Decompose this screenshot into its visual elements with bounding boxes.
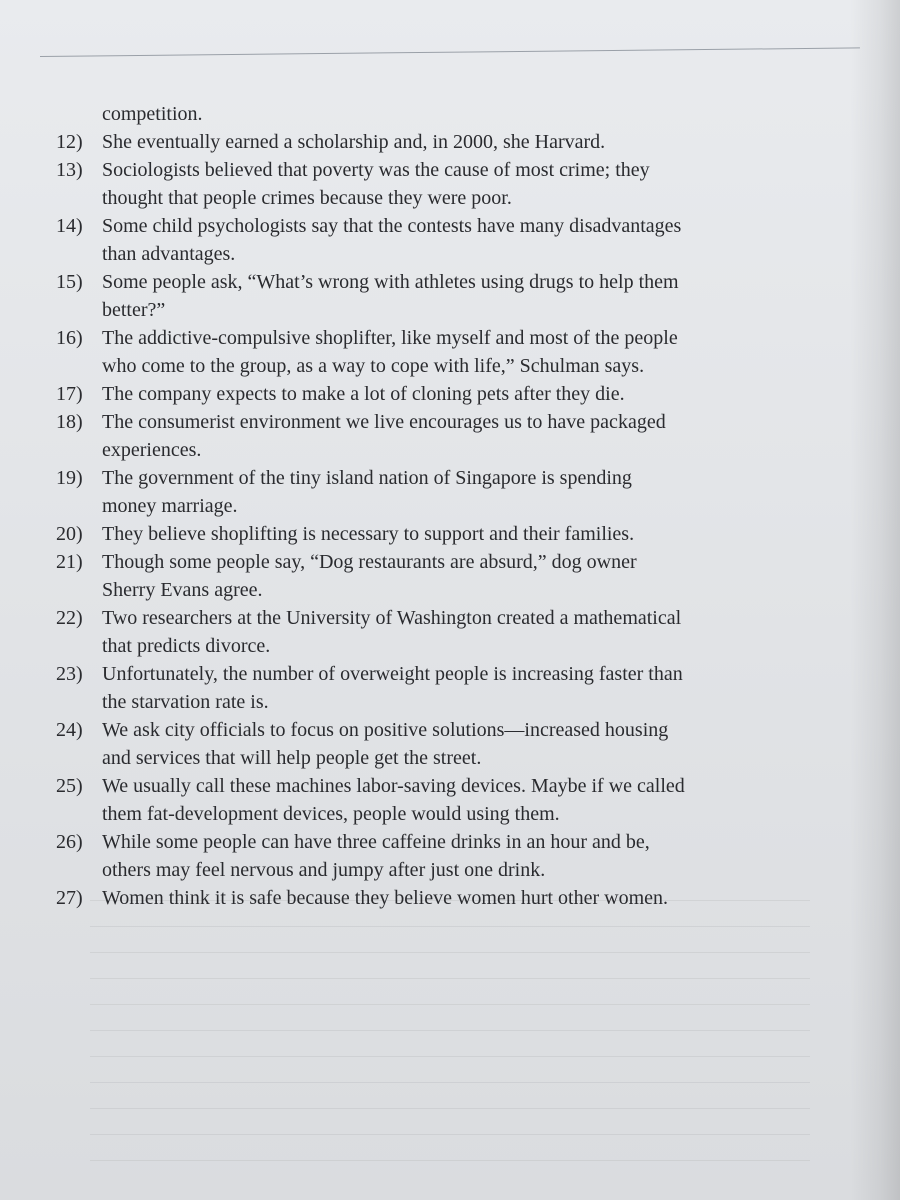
item-text-line: We usually call these machines labor-saving devices. Maybe if we called: [102, 775, 685, 797]
item-number: 25): [56, 775, 83, 797]
list-item: [56, 772, 816, 828]
item-text-line: The addictive-compulsive shoplifter, like myself and most of the people: [102, 327, 678, 349]
item-number: 19): [56, 467, 83, 489]
item-number: 27): [56, 887, 83, 909]
item-text-line: them fat-development devices, people would using them.: [102, 803, 560, 825]
item-text-line: Sociologists believed that poverty was the cause of most crime; they: [102, 159, 650, 181]
item-text-line: Two researchers at the University of Washington created a mathematical: [102, 607, 682, 629]
item-text-line: better?”: [102, 299, 166, 321]
item-text-line: that predicts divorce.: [102, 635, 271, 657]
item-text-line: thought that people crimes because they were poor.: [102, 187, 512, 209]
exercise-list: [56, 100, 816, 912]
item-text-line: She eventually earned a scholarship and, in 2000, she Harvard.: [102, 131, 606, 153]
list-item: [56, 660, 816, 716]
item-number: 15): [56, 271, 83, 293]
list-item: [56, 464, 816, 520]
item-text-line: Women think it is safe because they believe women hurt other women.: [102, 887, 669, 909]
item-text-line: Some people ask, “What’s wrong with athletes using drugs to help them: [102, 271, 679, 293]
item-text-line: They believe shoplifting is necessary to support and their families.: [102, 523, 635, 545]
item-number: 24): [56, 719, 83, 741]
item-number: 12): [56, 131, 83, 153]
show-through-text: [90, 900, 810, 1180]
item-text-line: The company expects to make a lot of cloning pets after they die.: [102, 383, 625, 405]
item-number: 22): [56, 607, 83, 629]
list-item: [56, 324, 816, 380]
item-text-line: and services that will help people get the street.: [102, 747, 482, 769]
list-item: [56, 548, 816, 604]
item-text-line: money marriage.: [102, 495, 238, 517]
list-item: [56, 156, 816, 212]
list-item: [56, 212, 816, 268]
item-number: 20): [56, 523, 83, 545]
item-number: 17): [56, 383, 83, 405]
list-item: [56, 268, 816, 324]
items-container: [56, 128, 816, 912]
list-item: [56, 604, 816, 660]
item-text-line: experiences.: [102, 439, 202, 461]
list-item: [56, 828, 816, 884]
list-item: [56, 520, 816, 548]
page-edge-shadow: [850, 0, 900, 1200]
item-number: 14): [56, 215, 83, 237]
item-number: 23): [56, 663, 83, 685]
list-item: [56, 380, 816, 408]
list-item: [56, 408, 816, 464]
item-text-line: While some people can have three caffeine drinks in an hour and be,: [102, 831, 650, 853]
list-item: [56, 128, 816, 156]
item-text-line: Some child psychologists say that the contests have many disadvantages: [102, 215, 682, 237]
item-number: 21): [56, 551, 83, 573]
item-number: 13): [56, 159, 83, 181]
list-item: [56, 884, 816, 912]
item-number: 16): [56, 327, 83, 349]
item-text-line: Though some people say, “Dog restaurants are absurd,” dog owner: [102, 551, 637, 573]
item-number: 18): [56, 411, 83, 433]
item-text-line: The government of the tiny island nation of Singapore is spending: [102, 467, 632, 489]
item-text-line: Sherry Evans agree.: [102, 579, 263, 601]
item-text-line: than advantages.: [102, 243, 236, 265]
item-text-line: who come to the group, as a way to cope with life,” Schulman says.: [102, 355, 645, 377]
header-rule: [40, 47, 860, 57]
continuation-line: [56, 100, 816, 128]
item-text-line: the starvation rate is.: [102, 691, 269, 713]
item-text-line: others may feel nervous and jumpy after just one drink.: [102, 859, 546, 881]
item-number: 26): [56, 831, 83, 853]
list-item: [56, 716, 816, 772]
item-text-line: The consumerist environment we live encourages us to have packaged: [102, 411, 666, 433]
item-text-line: Unfortunately, the number of overweight people is increasing faster than: [102, 663, 683, 685]
continuation-text: competition.: [102, 103, 203, 125]
item-text-line: We ask city officials to focus on positive solutions—increased housing: [102, 719, 669, 741]
